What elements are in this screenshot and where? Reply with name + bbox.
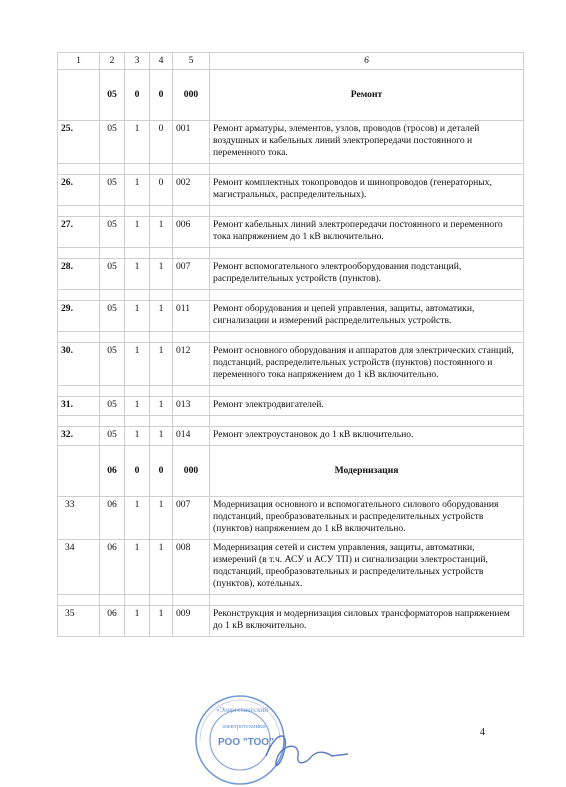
section-row-modernization bbox=[58, 446, 524, 497]
row-number: 28. bbox=[58, 259, 100, 290]
row-number: 33 bbox=[58, 497, 100, 540]
row-code-5: 008 bbox=[173, 540, 210, 595]
row-code-4: 0 bbox=[150, 175, 173, 206]
row-number: 31. bbox=[58, 397, 100, 416]
row-code-3: 1 bbox=[125, 175, 150, 206]
row-code-2: 05 bbox=[100, 427, 125, 446]
row-code-4: 1 bbox=[150, 259, 173, 290]
row-code-4: 0 bbox=[150, 121, 173, 164]
row-code-2: 06 bbox=[100, 606, 125, 637]
stamp-mid-text: электротехники bbox=[222, 723, 266, 730]
row-code-2: 06 bbox=[100, 497, 125, 540]
row-code-3: 1 bbox=[125, 397, 150, 416]
section-code-4: 0 bbox=[150, 446, 173, 497]
row-number: 27. bbox=[58, 217, 100, 248]
section-title: Ремонт bbox=[210, 70, 524, 121]
row-code-5: 014 bbox=[173, 427, 210, 446]
row-description: Ремонт электроустановок до 1 кВ включительно. bbox=[210, 427, 524, 446]
row-code-5: 012 bbox=[173, 343, 210, 386]
row-code-5: 001 bbox=[173, 121, 210, 164]
row-number: 35 bbox=[58, 606, 100, 637]
section-code-3: 0 bbox=[125, 446, 150, 497]
row-code-3: 1 bbox=[125, 259, 150, 290]
row-description: Модернизация сетей и систем управления, защиты, автоматики, измерений (в т.ч. АСУ и АСУ ТП) и сигнализации электростанций, подстанций, преобразовательных и распределительных устройств (пунктов), котельных. bbox=[210, 540, 524, 595]
header-col-5: 5 bbox=[173, 53, 210, 70]
header-col-2: 2 bbox=[100, 53, 125, 70]
stamp-top-text: «Энергетический bbox=[216, 706, 268, 714]
header-col-4: 4 bbox=[150, 53, 173, 70]
row-code-5: 009 bbox=[173, 606, 210, 637]
row-description: Ремонт основного оборудования и аппаратов для электрических станций, подстанций, распределительных устройств (пунктов) постоянного и переменного тока напряжением до 1 кВ включительно. bbox=[210, 343, 524, 386]
header-col-6: 6 bbox=[210, 53, 524, 70]
row-code-4: 1 bbox=[150, 397, 173, 416]
row-description: Ремонт электродвигателей. bbox=[210, 397, 524, 416]
row-description: Реконструкция и модернизация силовых трансформаторов напряжением до 1 кВ включительно. bbox=[210, 606, 524, 637]
table-row bbox=[58, 121, 524, 164]
table-row bbox=[58, 497, 524, 540]
row-code-4: 1 bbox=[150, 427, 173, 446]
stamp-center-text: РОО "ТОО" bbox=[218, 737, 274, 748]
row-code-2: 05 bbox=[100, 217, 125, 248]
row-code-4: 1 bbox=[150, 217, 173, 248]
row-code-2: 05 bbox=[100, 259, 125, 290]
row-number: 29. bbox=[58, 301, 100, 332]
table-row bbox=[58, 606, 524, 637]
row-description: Ремонт оборудования и цепей управления, защиты, автоматики, сигнализации и измерений распределительных устройств. bbox=[210, 301, 524, 332]
section-code-2: 06 bbox=[100, 446, 125, 497]
section-code-5: 000 bbox=[173, 446, 210, 497]
row-code-4: 1 bbox=[150, 301, 173, 332]
row-code-5: 011 bbox=[173, 301, 210, 332]
table-row bbox=[58, 540, 524, 595]
row-code-4: 1 bbox=[150, 497, 173, 540]
row-description: Ремонт кабельных линий электропередачи постоянного и переменного тока напряжением до 1 кВ включительно. bbox=[210, 217, 524, 248]
row-code-3: 1 bbox=[125, 121, 150, 164]
row-code-2: 05 bbox=[100, 301, 125, 332]
row-code-3: 1 bbox=[125, 217, 150, 248]
row-description: Ремонт арматуры, элементов, узлов, проводов (тросов) и деталей воздушных и кабельных линий электропередачи постоянного и переменного тока. bbox=[210, 121, 524, 164]
row-number: 32. bbox=[58, 427, 100, 446]
row-number: 25. bbox=[58, 121, 100, 164]
row-number: 26. bbox=[58, 175, 100, 206]
row-description: Ремонт вспомогательного электрооборудования подстанций, распределительных устройств (пунктов). bbox=[210, 259, 524, 290]
row-code-2: 05 bbox=[100, 343, 125, 386]
row-number: 30. bbox=[58, 343, 100, 386]
classifier-table bbox=[57, 52, 524, 637]
section-row-repair bbox=[58, 70, 524, 121]
table-row bbox=[58, 175, 524, 206]
row-code-5: 002 bbox=[173, 175, 210, 206]
table-row bbox=[58, 301, 524, 332]
row-code-2: 05 bbox=[100, 121, 125, 164]
row-code-5: 013 bbox=[173, 397, 210, 416]
table-row bbox=[58, 217, 524, 248]
row-code-3: 1 bbox=[125, 497, 150, 540]
table-row bbox=[58, 397, 524, 416]
header-row bbox=[58, 53, 524, 70]
header-col-3: 3 bbox=[125, 53, 150, 70]
row-code-3: 1 bbox=[125, 343, 150, 386]
row-code-5: 006 bbox=[173, 217, 210, 248]
row-code-3: 1 bbox=[125, 427, 150, 446]
row-code-2: 05 bbox=[100, 175, 125, 206]
section-title: Модернизация bbox=[210, 446, 524, 497]
row-code-4: 1 bbox=[150, 606, 173, 637]
row-code-5: 007 bbox=[173, 497, 210, 540]
row-code-2: 05 bbox=[100, 397, 125, 416]
row-code-2: 06 bbox=[100, 540, 125, 595]
row-code-4: 1 bbox=[150, 343, 173, 386]
section-code-3: 0 bbox=[125, 70, 150, 121]
row-description: Модернизация основного и вспомогательного силового оборудования подстанций, преобразовательных и распределительных устройств (пунктов) напряжением до 1 кВ включительно. bbox=[210, 497, 524, 540]
stamp-and-signature bbox=[180, 690, 360, 785]
row-code-5: 007 bbox=[173, 259, 210, 290]
row-number: 34 bbox=[58, 540, 100, 595]
row-code-3: 1 bbox=[125, 540, 150, 595]
header-col-1: 1 bbox=[58, 53, 100, 70]
table-row bbox=[58, 259, 524, 290]
row-description: Ремонт комплектных токопроводов и шинопроводов (генераторных, магистральных, распределительных). bbox=[210, 175, 524, 206]
section-code-2: 05 bbox=[100, 70, 125, 121]
table-row bbox=[58, 427, 524, 446]
page-number: 4 bbox=[480, 727, 485, 738]
table-row bbox=[58, 343, 524, 386]
section-code-5: 000 bbox=[173, 70, 210, 121]
row-code-3: 1 bbox=[125, 606, 150, 637]
section-code-4: 0 bbox=[150, 70, 173, 121]
row-code-3: 1 bbox=[125, 301, 150, 332]
row-code-4: 1 bbox=[150, 540, 173, 595]
